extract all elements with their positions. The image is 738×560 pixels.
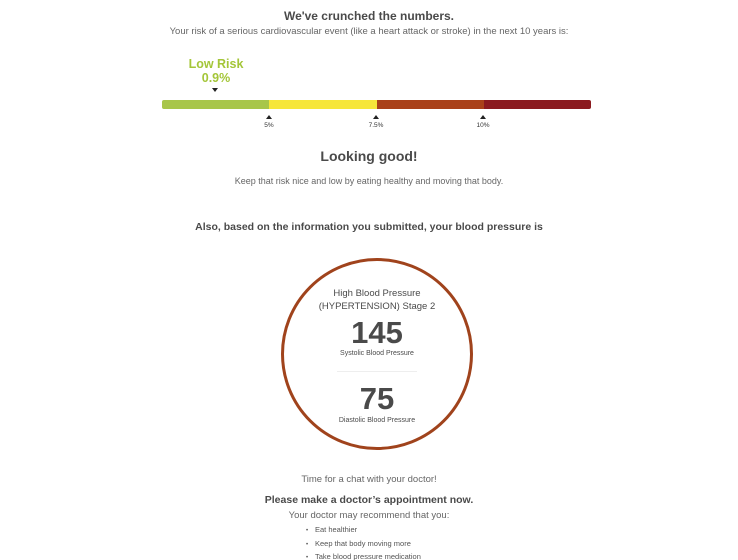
diastolic-label: Diastolic Blood Pressure bbox=[338, 417, 416, 424]
list-item: • Take blood pressure medication bbox=[306, 551, 421, 560]
threshold-label: 7.5% bbox=[368, 122, 384, 129]
risk-threshold-7-5 bbox=[361, 115, 391, 129]
recommendation-list bbox=[306, 524, 421, 560]
risk-segment-intermediate bbox=[377, 100, 484, 109]
triangle-up-icon bbox=[480, 115, 486, 119]
appointment-heading: Please make a doctor’s appointment now. bbox=[264, 494, 474, 506]
recommend-intro: Your doctor may recommend that you: bbox=[288, 510, 450, 521]
diastolic-value: 75 bbox=[359, 381, 395, 416]
threshold-label: 10% bbox=[476, 122, 490, 129]
list-item: • Keep that body moving more bbox=[306, 538, 421, 552]
results-headline: We've crunched the numbers. bbox=[283, 9, 454, 23]
risk-result-label bbox=[166, 57, 266, 85]
blood-pressure-ring bbox=[281, 258, 473, 450]
category-line-2: (HYPERTENSION) Stage 2 bbox=[318, 301, 436, 312]
doctor-chat-text: Time for a chat with your doctor! bbox=[301, 474, 437, 485]
risk-threshold-10 bbox=[468, 115, 498, 129]
risk-scale-bar bbox=[162, 100, 591, 109]
verdict-subtitle: Keep that risk nice and low by eating healthy and moving that body. bbox=[234, 176, 504, 186]
systolic-label: Systolic Blood Pressure bbox=[340, 350, 414, 357]
category-line-1: High Blood Pressure bbox=[333, 288, 421, 299]
risk-segment-high bbox=[484, 100, 591, 109]
blood-pressure-category bbox=[284, 287, 470, 313]
risk-segment-borderline bbox=[269, 100, 376, 109]
risk-level-label: Low Risk bbox=[188, 57, 244, 71]
risk-marker-icon bbox=[212, 88, 218, 92]
verdict-title: Looking good! bbox=[320, 148, 418, 164]
triangle-up-icon bbox=[266, 115, 272, 119]
blood-pressure-intro: Also, based on the information you submitted, your blood pressure is bbox=[195, 221, 543, 233]
risk-percent: 0.9% bbox=[201, 71, 231, 85]
risk-segment-low bbox=[162, 100, 269, 109]
list-item: • Eat healthier bbox=[306, 524, 421, 538]
systolic-value: 145 bbox=[351, 315, 403, 350]
risk-threshold-5 bbox=[254, 115, 284, 129]
triangle-up-icon bbox=[373, 115, 379, 119]
divider bbox=[337, 371, 417, 372]
risk-intro-text: Your risk of a serious cardiovascular event (like a heart attack or stroke) in the next 10 years is: bbox=[169, 26, 569, 37]
threshold-label: 5% bbox=[264, 122, 274, 129]
